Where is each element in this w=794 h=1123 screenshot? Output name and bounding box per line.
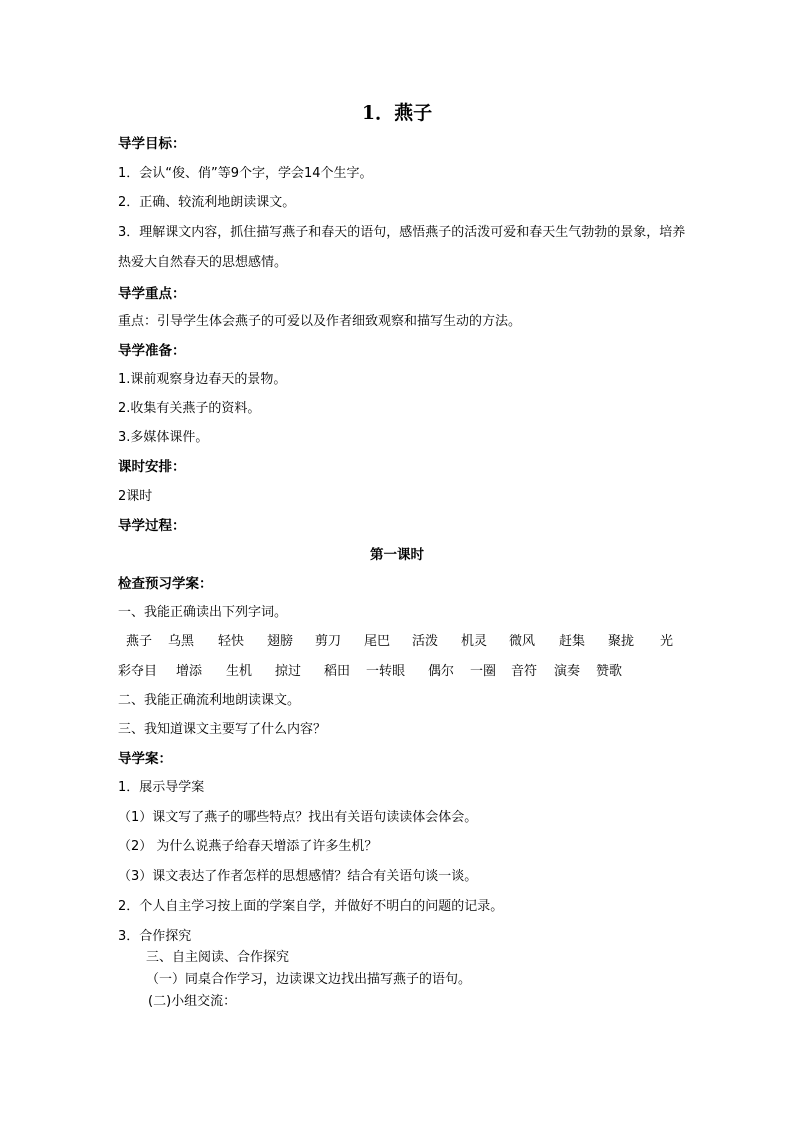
- preparation-heading: 导学准备：: [118, 343, 186, 359]
- guide-item-1: 1．展示导学案: [118, 780, 205, 795]
- word: 活泼: [412, 634, 439, 649]
- word: 演奏: [554, 664, 581, 679]
- guide-question-3: （3）课文表达了作者怎样的思想感情？结合有关语句谈一谈。: [118, 869, 478, 884]
- word: 一圈: [470, 664, 497, 679]
- guide-question-2: （2） 为什么说燕子给春天增添了许多生机？: [118, 839, 378, 854]
- preview-item-3: 三、我知道课文主要写了什么内容？: [118, 722, 327, 737]
- word: 赶集: [559, 634, 586, 649]
- word: 音符: [511, 664, 538, 679]
- word: 机灵: [461, 634, 488, 649]
- word: 稻田: [324, 664, 351, 679]
- word: 尾巴: [364, 634, 391, 649]
- word: 轻快: [218, 634, 245, 649]
- word: 生机: [226, 664, 253, 679]
- word: 掠过: [275, 664, 302, 679]
- word: 燕子: [126, 634, 153, 649]
- process-heading: 导学过程：: [118, 518, 186, 534]
- objective-item-3: 3．理解课文内容，抓住描写燕子和春天的语句，感悟燕子的活泼可爱和春天生气勃勃的景象，培养热爱大自然春天的思想感情。: [118, 225, 686, 270]
- objective-item-1: 1．会认“俊、俏”等9个字，学会14个生字。: [118, 166, 373, 181]
- word-row-1: [118, 632, 688, 652]
- page-title: 1．燕子: [361, 102, 433, 124]
- guide-item-2: 2．个人自主学习按上面的学案自学，并做好不明白的问题的记录。: [118, 899, 504, 914]
- word: 增添: [176, 664, 203, 679]
- schedule-heading: 课时安排：: [118, 459, 186, 475]
- word: 乌黑: [168, 634, 195, 649]
- key-points-heading: 导学重点：: [118, 286, 186, 302]
- word: 聚拢: [608, 634, 635, 649]
- schedule-text: 2课时: [118, 489, 153, 504]
- preview-heading: 检查预习学案：: [118, 576, 213, 592]
- word: 光: [660, 634, 674, 649]
- word: 彩夺目: [118, 664, 158, 679]
- preparation-item-2: 2.收集有关燕子的资料。: [118, 401, 261, 416]
- objective-item-2: 2．正确、较流利地朗读课文。: [118, 195, 296, 210]
- preview-item-1: 一、我能正确读出下列字词。: [118, 605, 288, 620]
- word: 一转眼: [366, 664, 406, 679]
- guide-item-3: 3．合作探究: [118, 929, 192, 944]
- guide-heading: 导学案：: [118, 751, 172, 767]
- word: 偶尔: [428, 664, 455, 679]
- preview-item-2: 二、我能正确流利地朗读课文。: [118, 693, 301, 708]
- objectives-heading: 导学目标：: [118, 136, 186, 152]
- key-points-text: 重点：引导学生体会燕子的可爱以及作者细致观察和描写生动的方法。: [118, 314, 522, 329]
- word-row-2: [118, 662, 688, 682]
- word: 剪刀: [315, 634, 342, 649]
- preparation-item-3: 3.多媒体课件。: [118, 430, 209, 445]
- word: 微风: [509, 634, 536, 649]
- sub-item-2: (二)小组交流：: [148, 994, 237, 1009]
- sub-heading: 三、自主阅读、合作探究: [146, 950, 290, 965]
- sub-item-1: （一）同桌合作学习，边读课文边找出描写燕子的语句。: [146, 972, 472, 987]
- word: 赞歌: [596, 664, 623, 679]
- guide-question-1: （1）课文写了燕子的哪些特点？找出有关语句读读体会体会。: [118, 810, 478, 825]
- word: 翅膀: [267, 634, 294, 649]
- preparation-item-1: 1.课前观察身边春天的景物。: [118, 372, 287, 387]
- lesson-title: 第一课时: [370, 547, 424, 563]
